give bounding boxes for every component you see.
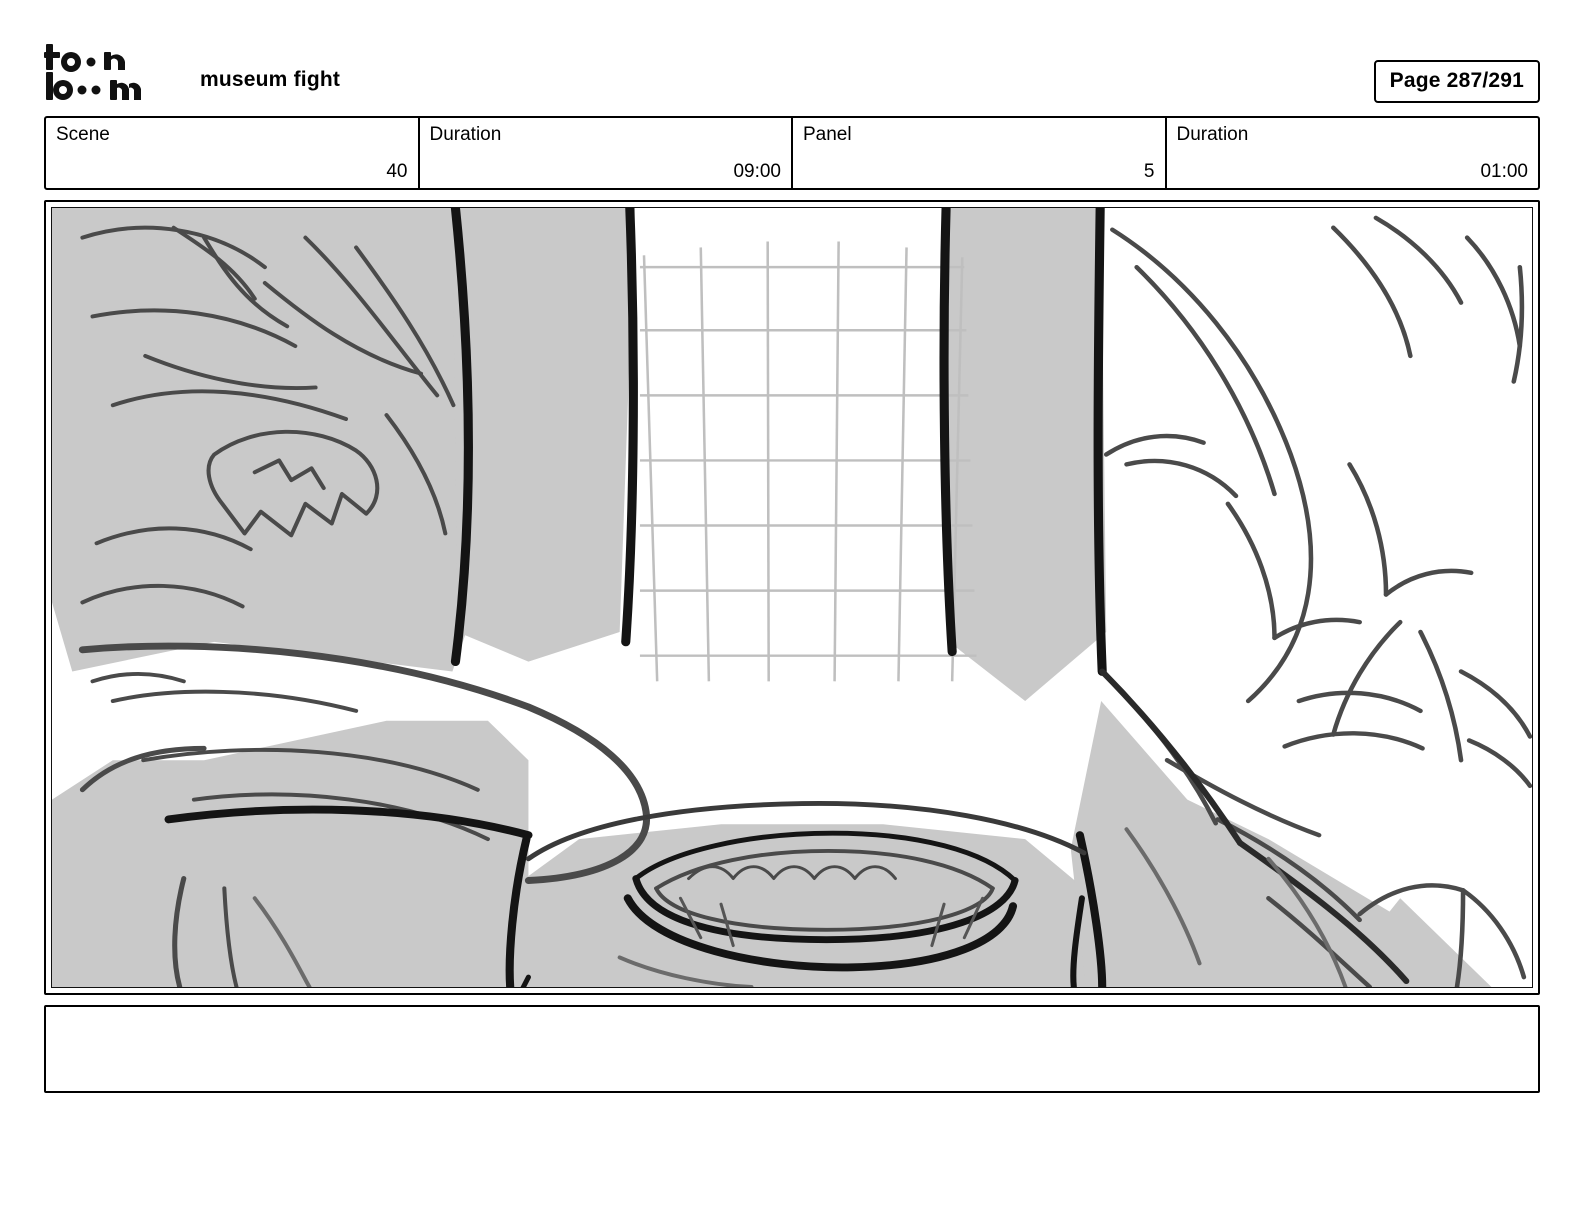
toon-boom-logo: [44, 42, 172, 104]
info-value-scene-duration: 09:00: [733, 161, 781, 182]
info-cell-panel-duration: [1167, 118, 1539, 188]
page-header: [44, 40, 1540, 110]
page-number-badge: Page 287/291: [1374, 60, 1540, 103]
info-cell-scene: [46, 118, 420, 188]
info-value-panel: 5: [1143, 161, 1155, 182]
info-cell-panel: [793, 118, 1167, 188]
info-value-panel-duration: 01:00: [1480, 161, 1528, 182]
info-label-scene: Scene: [56, 124, 110, 145]
info-label-scene-duration: Duration: [429, 124, 502, 145]
panel-artwork: [51, 207, 1533, 988]
info-cell-scene-duration: [420, 118, 794, 188]
page-title: museum fight: [200, 68, 341, 91]
panel-notes[interactable]: [44, 1005, 1540, 1093]
panel-image-frame: [44, 200, 1540, 995]
info-value-scene: 40: [386, 161, 408, 182]
info-label-panel: Panel: [803, 124, 852, 145]
panel-info-table: [44, 116, 1540, 190]
info-label-panel-duration: Duration: [1176, 124, 1249, 145]
